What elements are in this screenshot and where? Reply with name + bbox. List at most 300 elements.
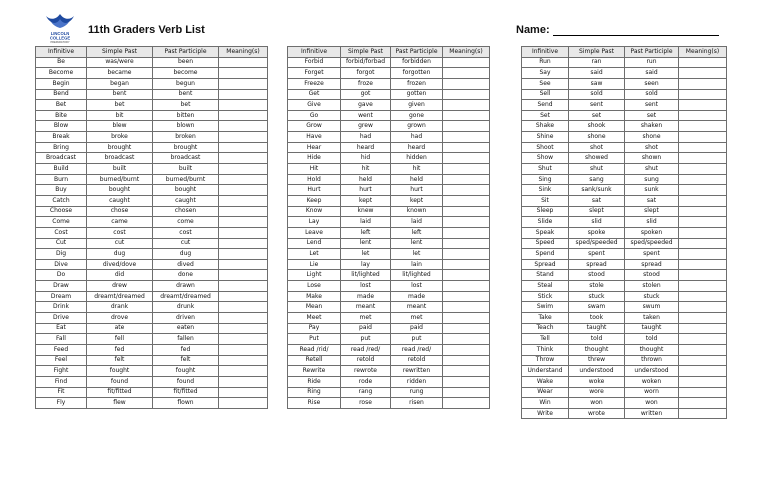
verb-row [36, 259, 268, 270]
past-participle-cell: flown [153, 398, 219, 409]
infinitive-cell: Lay [288, 217, 341, 228]
meaning-cell[interactable] [219, 313, 268, 324]
meaning-cell[interactable] [679, 110, 727, 121]
simple-past-cell: drove [87, 313, 153, 324]
past-participle-cell: come [153, 217, 219, 228]
simple-past-cell: sang [569, 174, 625, 185]
meaning-cell[interactable] [679, 89, 727, 100]
infinitive-cell: Speak [522, 227, 569, 238]
past-participle-cell: thought [625, 344, 679, 355]
meaning-cell[interactable] [219, 164, 268, 175]
meaning-cell[interactable] [219, 132, 268, 143]
verb-row [522, 142, 727, 153]
simple-past-cell: ate [87, 323, 153, 334]
verb-table-2 [287, 46, 490, 409]
meaning-cell[interactable] [219, 238, 268, 249]
meaning-cell[interactable] [443, 100, 490, 111]
past-participle-cell: grown [391, 121, 443, 132]
infinitive-cell: Let [288, 249, 341, 260]
verb-row [36, 164, 268, 175]
past-participle-cell: begun [153, 78, 219, 89]
meaning-cell[interactable] [679, 313, 727, 324]
meaning-cell[interactable] [443, 174, 490, 185]
meaning-cell[interactable] [679, 355, 727, 366]
infinitive-cell: Say [522, 68, 569, 79]
meaning-cell[interactable] [443, 270, 490, 281]
meaning-cell[interactable] [443, 291, 490, 302]
simple-past-cell: understood [569, 366, 625, 377]
meaning-cell[interactable] [219, 387, 268, 398]
verb-row [522, 68, 727, 79]
meaning-cell[interactable] [679, 291, 727, 302]
verb-row [288, 110, 490, 121]
verb-row [36, 110, 268, 121]
simple-past-cell: held [341, 174, 391, 185]
svg-text:LINCOLN: LINCOLN [50, 31, 70, 36]
past-participle-cell: found [153, 376, 219, 387]
simple-past-cell: sat [569, 195, 625, 206]
meaning-cell[interactable] [219, 259, 268, 270]
past-participle-cell: said [625, 68, 679, 79]
meaning-cell[interactable] [443, 57, 490, 68]
meaning-cell[interactable] [443, 302, 490, 313]
simple-past-cell: made [341, 291, 391, 302]
simple-past-cell: felt [87, 355, 153, 366]
verb-row [522, 121, 727, 132]
meaning-cell[interactable] [219, 366, 268, 377]
meaning-cell[interactable] [679, 366, 727, 377]
past-participle-cell: thrown [625, 355, 679, 366]
past-participle-cell: gotten [391, 89, 443, 100]
meaning-cell[interactable] [219, 281, 268, 292]
meaning-cell[interactable] [679, 57, 727, 68]
verb-row [522, 78, 727, 89]
meaning-cell[interactable] [219, 57, 268, 68]
infinitive-cell: Break [36, 132, 87, 143]
meaning-cell[interactable] [443, 89, 490, 100]
meaning-cell[interactable] [219, 100, 268, 111]
meaning-cell[interactable] [679, 185, 727, 196]
infinitive-cell: Send [522, 100, 569, 111]
past-participle-cell: burned/burnt [153, 174, 219, 185]
meaning-cell[interactable] [679, 398, 727, 409]
simple-past-cell: paid [341, 323, 391, 334]
infinitive-cell: Fit [36, 387, 87, 398]
meaning-cell[interactable] [219, 206, 268, 217]
meaning-cell[interactable] [443, 387, 490, 398]
infinitive-cell: Think [522, 344, 569, 355]
meaning-cell[interactable] [679, 270, 727, 281]
simple-past-cell: chose [87, 206, 153, 217]
verb-row [522, 270, 727, 281]
verb-row [36, 100, 268, 111]
meaning-cell[interactable] [219, 89, 268, 100]
past-participle-cell: brought [153, 142, 219, 153]
simple-past-cell: came [87, 217, 153, 228]
infinitive-cell: Grow [288, 121, 341, 132]
verb-row [522, 132, 727, 143]
simple-past-cell: taught [569, 323, 625, 334]
meaning-cell[interactable] [443, 217, 490, 228]
past-participle-cell: blown [153, 121, 219, 132]
past-participle-cell: eaten [153, 323, 219, 334]
verb-row [288, 334, 490, 345]
simple-past-cell: slid [569, 217, 625, 228]
meaning-cell[interactable] [443, 355, 490, 366]
infinitive-cell: Shut [522, 164, 569, 175]
simple-past-cell: heard [341, 142, 391, 153]
meaning-cell[interactable] [219, 227, 268, 238]
meaning-cell[interactable] [679, 387, 727, 398]
meaning-cell[interactable] [443, 281, 490, 292]
meaning-cell[interactable] [679, 100, 727, 111]
infinitive-cell: Speed [522, 238, 569, 249]
past-participle-cell: built [153, 164, 219, 175]
column-header-past-participle: Past Participle [625, 47, 679, 58]
infinitive-cell: Sit [522, 195, 569, 206]
simple-past-cell: did [87, 270, 153, 281]
infinitive-cell: Hide [288, 153, 341, 164]
meaning-cell[interactable] [443, 259, 490, 270]
infinitive-cell: Spread [522, 259, 569, 270]
past-participle-cell: felt [153, 355, 219, 366]
verb-row [36, 270, 268, 281]
simple-past-cell: rose [341, 398, 391, 409]
meaning-cell[interactable] [443, 249, 490, 260]
simple-past-cell: fell [87, 334, 153, 345]
meaning-cell[interactable] [443, 313, 490, 324]
verb-row [36, 57, 268, 68]
verb-row [36, 206, 268, 217]
meaning-cell[interactable] [679, 238, 727, 249]
verb-row [288, 195, 490, 206]
past-participle-cell: forgotten [391, 68, 443, 79]
past-participle-cell: won [625, 398, 679, 409]
meaning-cell[interactable] [679, 217, 727, 228]
past-participle-cell: sent [625, 100, 679, 111]
simple-past-cell: fought [87, 366, 153, 377]
past-participle-cell: sung [625, 174, 679, 185]
meaning-cell[interactable] [443, 398, 490, 409]
verb-row [36, 376, 268, 387]
meaning-cell[interactable] [679, 408, 727, 419]
meaning-cell[interactable] [679, 121, 727, 132]
verb-row [288, 323, 490, 334]
verb-row [288, 259, 490, 270]
simple-past-cell: sold [569, 89, 625, 100]
meaning-cell[interactable] [219, 291, 268, 302]
simple-past-cell: grew [341, 121, 391, 132]
meaning-cell[interactable] [443, 323, 490, 334]
infinitive-cell: Hit [288, 164, 341, 175]
past-participle-cell: woken [625, 376, 679, 387]
meaning-cell[interactable] [219, 249, 268, 260]
simple-past-cell: bet [87, 100, 153, 111]
past-participle-cell: written [625, 408, 679, 419]
meaning-cell[interactable] [679, 68, 727, 79]
verb-row [36, 313, 268, 324]
infinitive-cell: Meet [288, 313, 341, 324]
verb-row [522, 281, 727, 292]
simple-past-cell: dreamt/dreamed [87, 291, 153, 302]
verb-row [36, 217, 268, 228]
past-participle-cell: dug [153, 249, 219, 260]
simple-past-cell: told [569, 334, 625, 345]
past-participle-cell: met [391, 313, 443, 324]
meaning-cell[interactable] [219, 185, 268, 196]
simple-past-cell: rode [341, 376, 391, 387]
meaning-cell[interactable] [443, 142, 490, 153]
meaning-cell[interactable] [219, 398, 268, 409]
meaning-cell[interactable] [219, 334, 268, 345]
meaning-cell[interactable] [219, 110, 268, 121]
past-participle-cell: shone [625, 132, 679, 143]
meaning-cell[interactable] [219, 174, 268, 185]
infinitive-cell: Hurt [288, 185, 341, 196]
simple-past-cell: rewrote [341, 366, 391, 377]
verb-row [36, 291, 268, 302]
verb-row [288, 376, 490, 387]
verb-row [36, 142, 268, 153]
past-participle-cell: spent [625, 249, 679, 260]
name-label: Name: [516, 24, 550, 36]
simple-past-cell: kept [341, 195, 391, 206]
meaning-cell[interactable] [443, 132, 490, 143]
past-participle-cell: spread [625, 259, 679, 270]
verb-row [522, 227, 727, 238]
verb-row [36, 132, 268, 143]
verb-row [36, 153, 268, 164]
simple-past-cell: slept [569, 206, 625, 217]
infinitive-cell: Be [36, 57, 87, 68]
infinitive-cell: Wake [522, 376, 569, 387]
infinitive-cell: Hear [288, 142, 341, 153]
verb-row [522, 334, 727, 345]
infinitive-cell: Sing [522, 174, 569, 185]
simple-past-cell: began [87, 78, 153, 89]
meaning-cell[interactable] [679, 78, 727, 89]
meaning-cell[interactable] [219, 78, 268, 89]
meaning-cell[interactable] [219, 121, 268, 132]
meaning-cell[interactable] [443, 68, 490, 79]
column-header-meanings: Meaning(s) [219, 47, 268, 58]
verb-row [522, 355, 727, 366]
meaning-cell[interactable] [443, 227, 490, 238]
column-header-past-participle: Past Participle [391, 47, 443, 58]
column-header-past-participle: Past Participle [153, 47, 219, 58]
infinitive-cell: Bend [36, 89, 87, 100]
infinitive-cell: Begin [36, 78, 87, 89]
infinitive-cell: Draw [36, 281, 87, 292]
logo-wings-icon [44, 10, 76, 44]
verb-row [522, 110, 727, 121]
past-participle-cell: left [391, 227, 443, 238]
past-participle-cell: taken [625, 313, 679, 324]
simple-past-cell: spread [569, 259, 625, 270]
simple-past-cell: found [87, 376, 153, 387]
meaning-cell[interactable] [679, 153, 727, 164]
meaning-cell[interactable] [219, 376, 268, 387]
infinitive-cell: Set [522, 110, 569, 121]
simple-past-cell: left [341, 227, 391, 238]
infinitive-cell: Choose [36, 206, 87, 217]
meaning-cell[interactable] [679, 195, 727, 206]
simple-past-cell: blew [87, 121, 153, 132]
verb-row [288, 249, 490, 260]
meaning-cell[interactable] [219, 302, 268, 313]
verb-row [288, 355, 490, 366]
meaning-cell[interactable] [219, 355, 268, 366]
infinitive-cell: Make [288, 291, 341, 302]
verb-row [522, 291, 727, 302]
verb-row [36, 78, 268, 89]
meaning-cell[interactable] [679, 344, 727, 355]
verb-row [36, 387, 268, 398]
simple-past-cell: shook [569, 121, 625, 132]
verb-row [288, 100, 490, 111]
past-participle-cell: dreamt/dreamed [153, 291, 219, 302]
column-header-infinitive: Infinitive [522, 47, 569, 58]
simple-past-cell: stole [569, 281, 625, 292]
meaning-cell[interactable] [443, 78, 490, 89]
meaning-cell[interactable] [443, 185, 490, 196]
simple-past-cell: bent [87, 89, 153, 100]
infinitive-cell: Tell [522, 334, 569, 345]
name-blank-line[interactable] [553, 25, 719, 36]
infinitive-cell: Sink [522, 185, 569, 196]
verb-row [36, 366, 268, 377]
meaning-cell[interactable] [219, 68, 268, 79]
simple-past-cell: read /red/ [341, 344, 391, 355]
past-participle-cell: shown [625, 153, 679, 164]
meaning-cell[interactable] [443, 110, 490, 121]
past-participle-cell: cut [153, 238, 219, 249]
past-participle-cell: given [391, 100, 443, 111]
meaning-cell[interactable] [219, 217, 268, 228]
meaning-cell[interactable] [443, 366, 490, 377]
past-participle-cell: sped/speeded [625, 238, 679, 249]
verb-row [522, 408, 727, 419]
infinitive-cell: Throw [522, 355, 569, 366]
infinitive-cell: See [522, 78, 569, 89]
meaning-cell[interactable] [679, 281, 727, 292]
name-field [516, 24, 719, 36]
simple-past-cell: got [341, 89, 391, 100]
meaning-cell[interactable] [679, 302, 727, 313]
meaning-cell[interactable] [443, 121, 490, 132]
meaning-cell[interactable] [443, 376, 490, 387]
simple-past-cell: wrote [569, 408, 625, 419]
past-participle-cell: lain [391, 259, 443, 270]
simple-past-cell: ran [569, 57, 625, 68]
infinitive-cell: Spend [522, 249, 569, 260]
verb-row [288, 387, 490, 398]
verb-row [36, 195, 268, 206]
verb-row [522, 376, 727, 387]
meaning-cell[interactable] [679, 227, 727, 238]
infinitive-cell: Freeze [288, 78, 341, 89]
simple-past-cell: wore [569, 387, 625, 398]
infinitive-cell: Bring [36, 142, 87, 153]
past-participle-cell: stolen [625, 281, 679, 292]
infinitive-cell: Forbid [288, 57, 341, 68]
past-participle-cell: had [391, 132, 443, 143]
simple-past-cell: shut [569, 164, 625, 175]
meaning-cell[interactable] [219, 344, 268, 355]
past-participle-cell: worn [625, 387, 679, 398]
infinitive-cell: Have [288, 132, 341, 143]
meaning-cell[interactable] [443, 195, 490, 206]
past-participle-cell: drawn [153, 281, 219, 292]
simple-past-cell: spent [569, 249, 625, 260]
past-participle-cell: known [391, 206, 443, 217]
meaning-cell[interactable] [219, 323, 268, 334]
verb-row [288, 227, 490, 238]
meaning-cell[interactable] [679, 164, 727, 175]
meaning-cell[interactable] [219, 270, 268, 281]
meaning-cell[interactable] [443, 238, 490, 249]
infinitive-cell: Fight [36, 366, 87, 377]
simple-past-cell: spoke [569, 227, 625, 238]
meaning-cell[interactable] [443, 344, 490, 355]
meaning-cell[interactable] [679, 376, 727, 387]
past-participle-cell: sunk [625, 185, 679, 196]
verb-row [522, 398, 727, 409]
infinitive-cell: Dream [36, 291, 87, 302]
meaning-cell[interactable] [443, 206, 490, 217]
past-participle-cell: chosen [153, 206, 219, 217]
meaning-cell[interactable] [679, 132, 727, 143]
infinitive-cell: Rewrite [288, 366, 341, 377]
meaning-cell[interactable] [679, 323, 727, 334]
past-participle-cell: lent [391, 238, 443, 249]
past-participle-cell: risen [391, 398, 443, 409]
meaning-cell[interactable] [219, 195, 268, 206]
meaning-cell[interactable] [219, 153, 268, 164]
verb-table-3 [521, 46, 727, 419]
meaning-cell[interactable] [443, 334, 490, 345]
simple-past-cell: sent [569, 100, 625, 111]
simple-past-cell: hurt [341, 185, 391, 196]
simple-past-cell: lit/lighted [341, 270, 391, 281]
infinitive-cell: Retell [288, 355, 341, 366]
verb-row [36, 68, 268, 79]
past-participle-cell: caught [153, 195, 219, 206]
simple-past-cell: went [341, 110, 391, 121]
meaning-cell[interactable] [679, 334, 727, 345]
verb-row [522, 217, 727, 228]
verb-row [522, 100, 727, 111]
past-participle-cell: rung [391, 387, 443, 398]
meaning-cell[interactable] [219, 142, 268, 153]
simple-past-cell: bit [87, 110, 153, 121]
meaning-cell[interactable] [679, 249, 727, 260]
meaning-cell[interactable] [679, 142, 727, 153]
meaning-cell[interactable] [679, 174, 727, 185]
infinitive-cell: Keep [288, 195, 341, 206]
meaning-cell[interactable] [443, 164, 490, 175]
meaning-cell[interactable] [443, 153, 490, 164]
meaning-cell[interactable] [679, 206, 727, 217]
simple-past-cell: shot [569, 142, 625, 153]
simple-past-cell: saw [569, 78, 625, 89]
infinitive-cell: Fly [36, 398, 87, 409]
meaning-cell[interactable] [679, 259, 727, 270]
simple-past-cell: drew [87, 281, 153, 292]
simple-past-cell: stuck [569, 291, 625, 302]
column-header-meanings: Meaning(s) [679, 47, 727, 58]
infinitive-cell: Mean [288, 302, 341, 313]
